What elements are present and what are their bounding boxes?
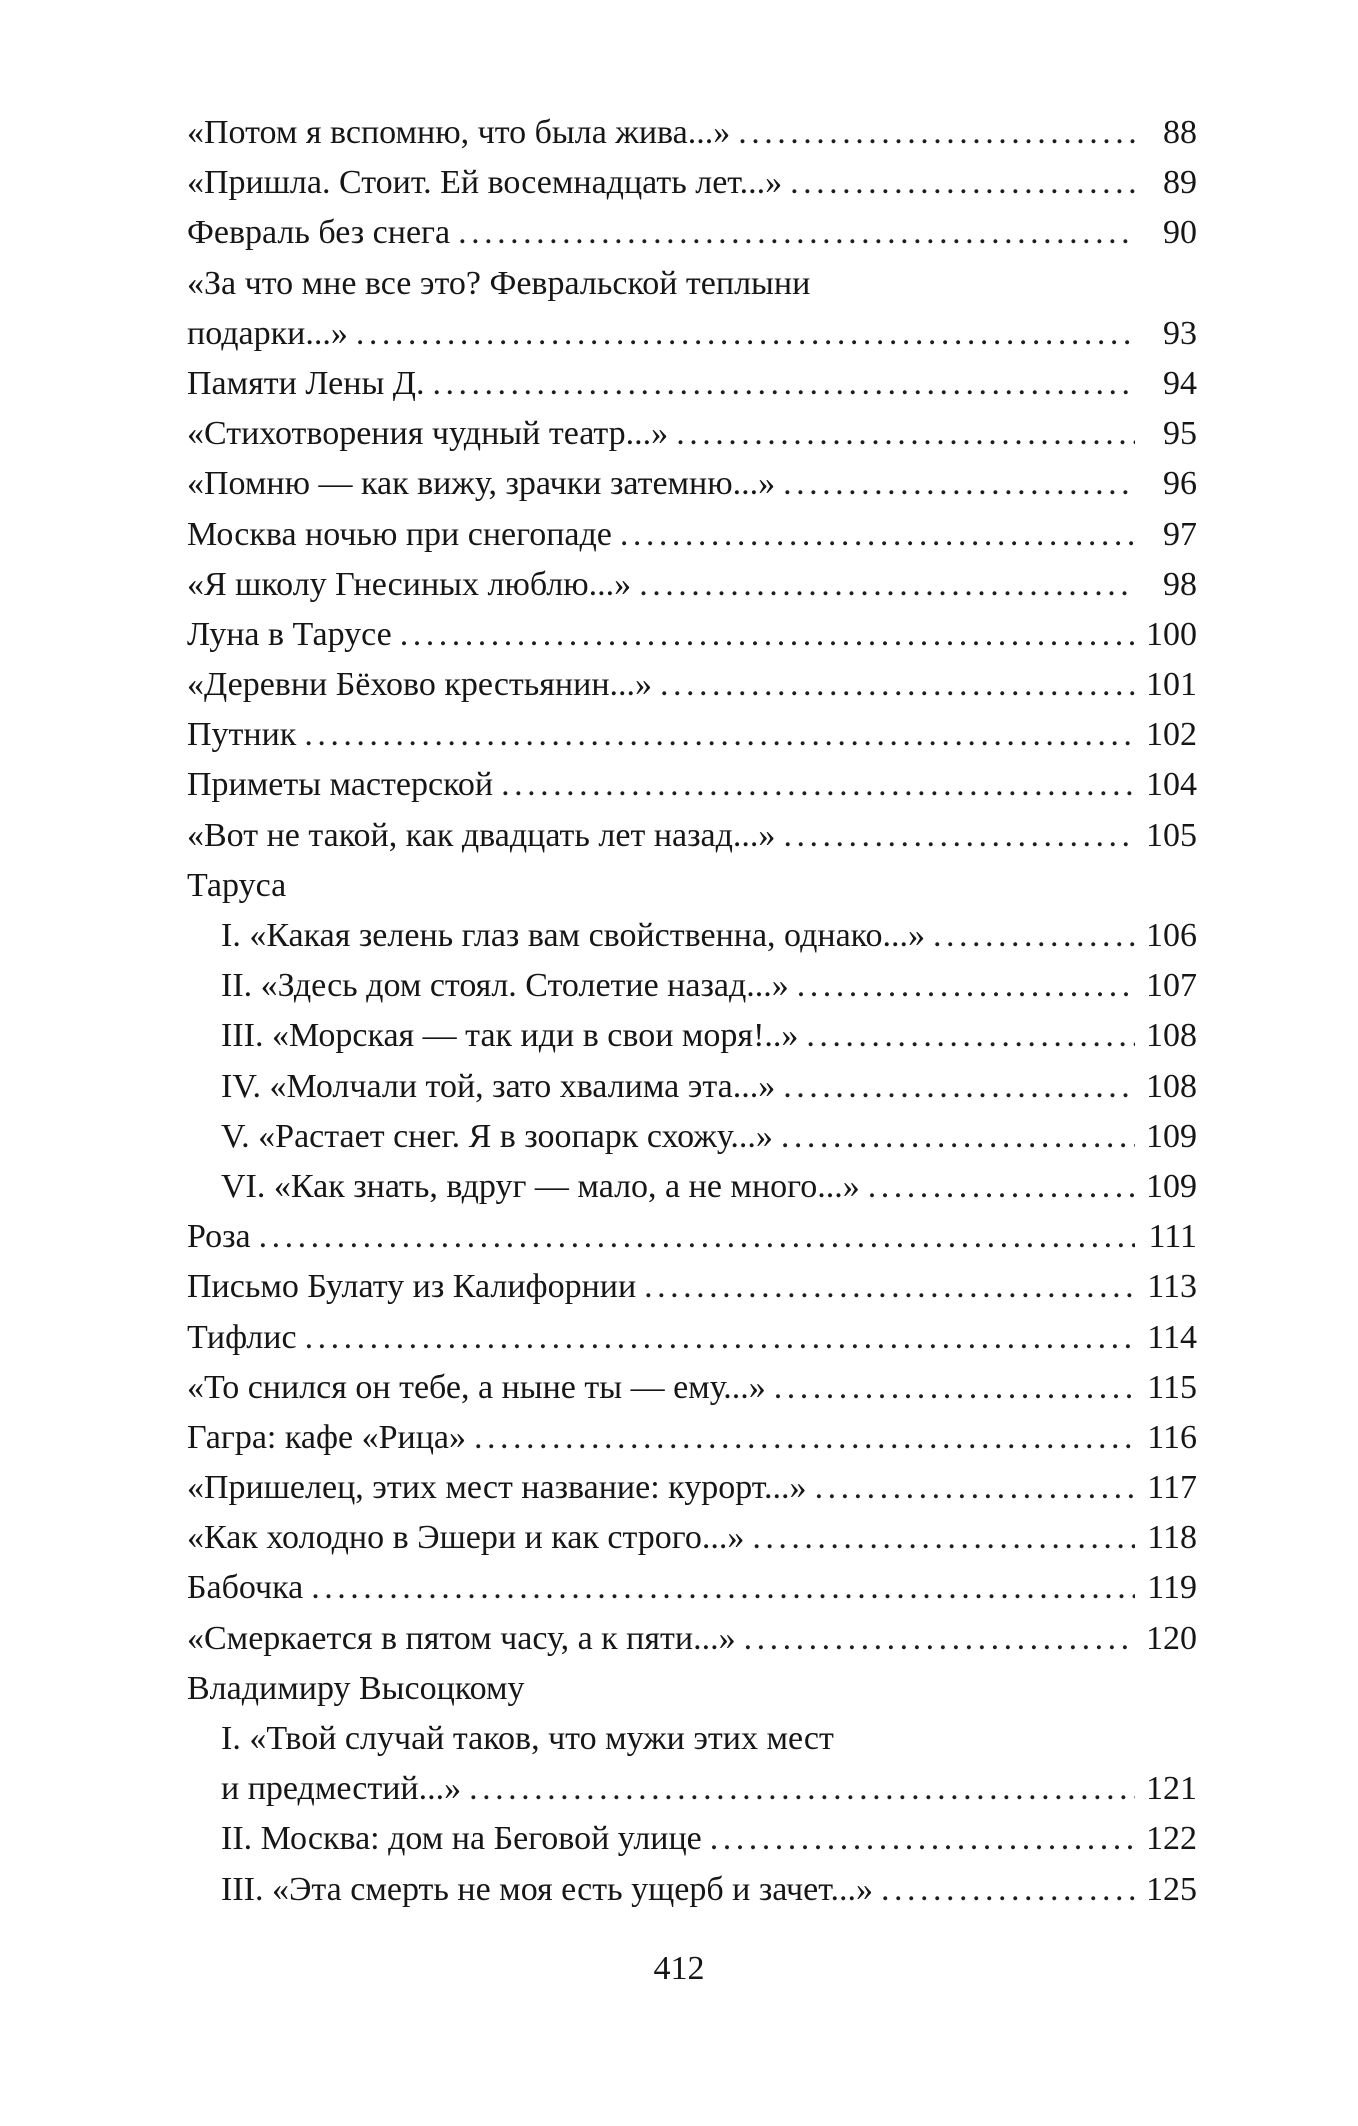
page-number: 118 (1147, 1519, 1197, 1557)
entry-title: «Вот не такой, как двадцать лет назад...» (187, 816, 776, 854)
toc-entry (187, 610, 1197, 660)
entry-title: II. Москва: дом на Беговой улице (221, 1820, 702, 1858)
page-number: 105 (1146, 816, 1197, 854)
page-number: 94 (1163, 364, 1197, 402)
page-number: 88 (1163, 114, 1197, 151)
entry-title: и предместий...» (221, 1770, 462, 1808)
toc-entry (187, 1563, 1197, 1613)
entry-title: III. «Эта смерть не моя есть ущерб и зачет...» (221, 1870, 873, 1908)
toc-subentry (187, 1112, 1197, 1162)
page-number: 125 (1146, 1870, 1197, 1908)
toc-entry (187, 108, 1197, 158)
entry-title: «Помню — как вижу, зрачки затемню...» (187, 465, 776, 503)
page-number: 122 (1146, 1820, 1197, 1858)
page-number: 93 (1163, 314, 1197, 352)
page-number: 121 (1146, 1770, 1197, 1808)
dot-leader (433, 359, 1135, 409)
entry-title: «Пришла. Стоит. Ей восемнадцать лет...» (187, 164, 783, 202)
page-folio-number: 412 (653, 1950, 705, 1987)
page-number: 114 (1147, 1318, 1197, 1356)
page-number: 111 (1148, 1218, 1197, 1256)
toc-section-heading (187, 861, 1197, 911)
entry-title: Владимиру Высоцкому (187, 1669, 525, 1707)
entry-title: II. «Здесь дом стоял. Столетие назад...» (221, 967, 789, 1005)
entry-title: «Пришелец, этих мест название: курорт...» (187, 1469, 807, 1507)
entry-title: VI. «Как знать, вдруг — мало, а не много...» (221, 1167, 860, 1205)
dot-leader (790, 158, 1135, 208)
entry-title: Февраль без снега (187, 214, 451, 252)
page-number: 119 (1147, 1569, 1197, 1607)
page-number: 98 (1163, 565, 1197, 603)
entry-title: «Смеркается в пятом часу, а к пяти...» (187, 1619, 736, 1657)
dot-leader (676, 409, 1135, 459)
entry-title: Роза (187, 1218, 251, 1256)
page-number: 95 (1163, 415, 1197, 453)
toc-section-heading (187, 1664, 1197, 1714)
entry-title: «Деревни Бёхово крестьянин...» (187, 666, 653, 704)
entry-title: Бабочка (187, 1569, 304, 1607)
page-number: 107 (1146, 967, 1197, 1005)
entry-title: I. «Твой случай таков, что мужи этих мест (221, 1720, 834, 1757)
toc-subentry (187, 1814, 1197, 1864)
entry-title: «Как холодно в Эшери и как строго...» (187, 1519, 745, 1557)
entry-title: Гагра: кафе «Рица» (187, 1418, 466, 1456)
entry-title: Письмо Булату из Калифорнии (187, 1268, 637, 1306)
dot-leader (738, 108, 1135, 158)
page-number: 106 (1146, 917, 1197, 954)
entry-title: «За что мне все это? Февральской теплыни (187, 264, 811, 302)
toc-entry (187, 459, 1197, 509)
entry-title: Путник (187, 716, 297, 754)
toc-entry (187, 710, 1197, 760)
dot-leader (501, 760, 1135, 810)
page-number: 117 (1147, 1469, 1197, 1507)
toc-entry (187, 1413, 1197, 1463)
entry-title: Тифлис (187, 1318, 297, 1356)
page-number: 109 (1146, 1167, 1197, 1205)
toc-entry (187, 359, 1197, 409)
toc-entry (187, 760, 1197, 810)
toc-entry (187, 660, 1197, 710)
dot-leader (311, 1563, 1135, 1613)
page-number: 108 (1146, 1017, 1197, 1055)
dot-leader (933, 911, 1135, 961)
toc-entry (187, 1363, 1197, 1413)
entry-title: Москва ночью при снегопаде (187, 515, 612, 553)
toc-subentry (187, 1865, 1197, 1915)
entry-title: «Потом я вспомню, что была жива...» (187, 114, 731, 151)
dot-leader (710, 1814, 1135, 1864)
page-number: 120 (1146, 1619, 1197, 1657)
table-of-contents (187, 108, 1197, 1915)
dot-leader (620, 510, 1135, 560)
toc-subentry (187, 911, 1197, 961)
dot-leader (469, 1764, 1135, 1814)
dot-leader (806, 1011, 1135, 1061)
dot-leader (815, 1463, 1135, 1513)
dot-leader (644, 1262, 1135, 1312)
page-number: 116 (1147, 1418, 1197, 1456)
dot-leader (783, 1062, 1135, 1112)
entry-title: III. «Морская — так иди в свои моря!..» (221, 1017, 799, 1055)
toc-entry (187, 158, 1197, 208)
page-number: 101 (1146, 666, 1197, 704)
entry-title: I. «Какая зелень глаз вам свойственна, однако...» (221, 917, 925, 954)
toc-entry-line (187, 259, 1197, 309)
dot-leader (781, 1112, 1135, 1162)
toc-entry (187, 309, 1197, 359)
entry-title: «Я школу Гнесиных люблю...» (187, 565, 632, 603)
toc-entry (187, 409, 1197, 459)
toc-entry (187, 1313, 1197, 1363)
dot-leader (881, 1865, 1135, 1915)
toc-subentry-line (187, 1714, 1197, 1764)
page-number: 89 (1163, 164, 1197, 202)
page-number: 90 (1163, 214, 1197, 252)
toc-entry (187, 1513, 1197, 1563)
toc-entry (187, 208, 1197, 258)
toc-entry (187, 1262, 1197, 1312)
page-number: 102 (1146, 716, 1197, 754)
dot-leader (868, 1162, 1135, 1212)
toc-subentry (187, 961, 1197, 1011)
toc-subentry (187, 1162, 1197, 1212)
toc-entry (187, 1614, 1197, 1664)
dot-leader (305, 1313, 1135, 1363)
page-number: 96 (1163, 465, 1197, 503)
toc-subentry (187, 1011, 1197, 1061)
dot-leader (774, 1363, 1135, 1413)
entry-title: «Стихотворения чудный театр...» (187, 415, 669, 453)
toc-entry (187, 510, 1197, 560)
dot-leader (752, 1513, 1135, 1563)
dot-leader (797, 961, 1135, 1011)
toc-entry (187, 811, 1197, 861)
dot-leader (783, 811, 1135, 861)
dot-leader (474, 1413, 1135, 1463)
page-number: 100 (1146, 615, 1197, 653)
entry-title: Памяти Лены Д. (187, 364, 425, 402)
page-number: 104 (1146, 766, 1197, 804)
page-number: 115 (1147, 1368, 1197, 1406)
toc-subentry (187, 1764, 1197, 1814)
dot-leader (639, 560, 1135, 610)
toc-subentry (187, 1062, 1197, 1112)
entry-title: «То снился он тебе, а ныне ты — ему...» (187, 1368, 766, 1406)
entry-title: подарки...» (187, 314, 348, 352)
dot-leader (304, 710, 1135, 760)
entry-title: Таруса (187, 866, 287, 904)
entry-title: Приметы мастерской (187, 766, 494, 804)
entry-title: Луна в Тарусе (187, 615, 392, 653)
dot-leader (400, 610, 1135, 660)
dot-leader (356, 309, 1135, 359)
toc-entry (187, 560, 1197, 610)
entry-title: V. «Растает снег. Я в зоопарк схожу...» (221, 1117, 773, 1155)
entry-title: IV. «Молчали той, зато хвалима эта...» (221, 1067, 776, 1105)
dot-leader (783, 459, 1135, 509)
dot-leader (660, 660, 1135, 710)
dot-leader (458, 208, 1135, 258)
toc-entry (187, 1463, 1197, 1513)
toc-entry (187, 1212, 1197, 1262)
page-number: 113 (1147, 1268, 1197, 1306)
page-number: 108 (1146, 1067, 1197, 1105)
page-number: 109 (1146, 1117, 1197, 1155)
page-number: 97 (1163, 515, 1197, 553)
dot-leader (259, 1212, 1135, 1262)
dot-leader (744, 1614, 1135, 1664)
